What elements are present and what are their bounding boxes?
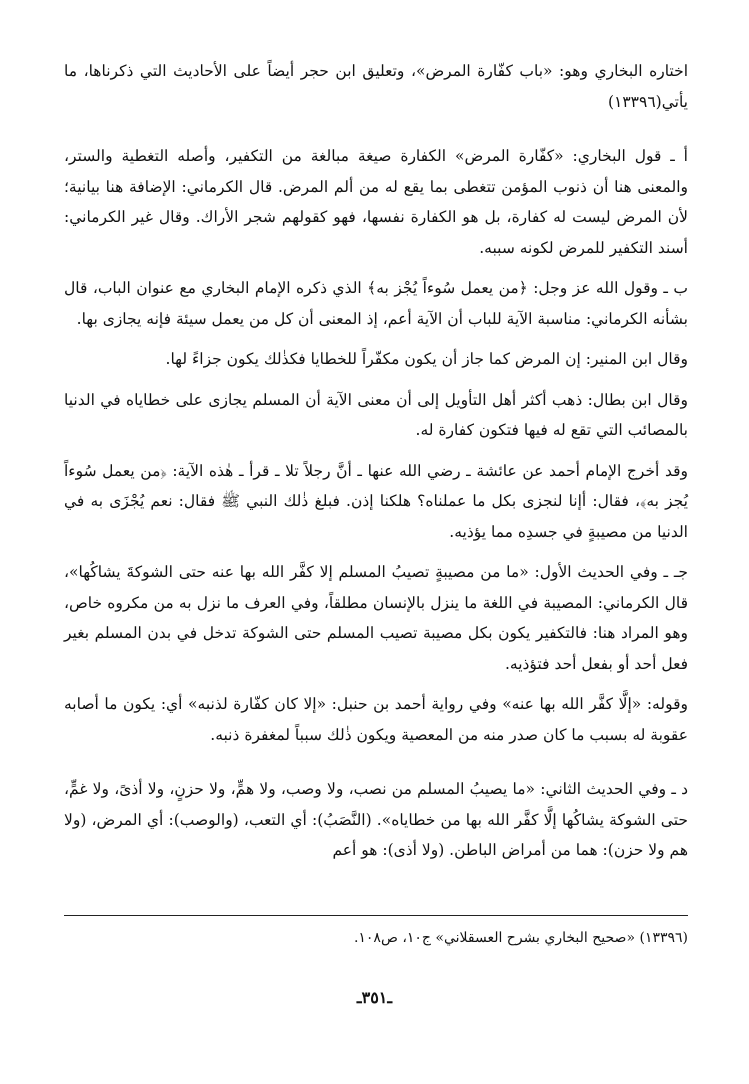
paragraph-ahmad: وقد أخرج الإمام أحمد عن عائشة ـ رضي الله عنها ـ أنَّ رجلاً تلا ـ قرأ ـ هٰذه الآية: ﴿من يعمل سُوءاً يُجز به﴾، فقال: أإنا لنجزى بكل ما عملناه؟ هلكنا إذن. فبلغ ذٰلك النبي ﷺ فقال: نعم يُجْزَى به في الدنيا من مصيبةٍ في جسدِه مما يؤذيه. — [64, 461, 688, 541]
paragraph-dal: د ـ وفي الحديث الثاني: «ما يصيبُ المسلم من نصب، ولا وصب، ولا همٍّ، ولا حزنٍ، ولا أذىً، ولا غمٍّ، حتى الشوكة يشاكُها إلَّا كفَّر الله بها من خطاياه». (النَّصَبُ): أي التعب، (والوصب): أي المرض، (ولا هم ولا حزن): هما من أمراض الباطن. (ولا أذى): هو أعم — [64, 780, 688, 859]
page-body — [64, 56, 688, 866]
footnote: (١٣٣٩٦) «صحيح البخاري بشرح العسقلاني» ج١٠، ص١٠٨. — [353, 930, 688, 946]
footnote-divider — [64, 915, 688, 916]
paragraph-ibn-battal: وقال ابن بطال: ذهب أكثر أهل التأويل إلى أن معنى الآية أن المسلم يجازى على خطاياه في الدنيا بالمصائب التي تقع له فيها فتكون كفارة له. — [64, 390, 688, 439]
paragraph-alif: أ ـ قول البخاري: «كفّارة المرض» الكفارة صيغة مبالغة من التكفير، وأصله التغطية والستر، والمعنى هنا أن ذنوب المؤمن تتغطى بما يقع له من ألم المرض. قال الكرماني: الإضافة هنا بيانية؛ لأن المرض ليست له كفارة، بل هو الكفارة نفسها، فهو كقولهم شجر الأراك. وقال غير الكرماني: أسند التكفير للمرض لكونه سببه. — [64, 147, 688, 257]
paragraph-intro: اختاره البخاري وهو: «باب كفّارة المرض»، وتعليق ابن حجر أيضاً على الأحاديث التي ذكرناها، ما يأتي(١٣٣٩٦) — [64, 62, 688, 111]
paragraph-qawluhu: وقوله: «إلَّا كفَّر الله بها عنه» وفي رواية أحمد بن حنبل: «إلا كان كفّارة لذنبه» أي: يكون ما أصابه عقوبة له بسبب ما كان صدر منه من المعصية ويكون ذٰلك سبباً لمغفرة ذنبه. — [64, 695, 688, 744]
paragraph-ibn-almunir: وقال ابن المنير: إن المرض كما جاز أن يكون مكفّراً للخطايا فكذٰلك يكون جزاءً لها. — [165, 350, 688, 368]
paragraph-jim: جـ ـ وفي الحديث الأول: «ما من مصيبةٍ تصيبُ المسلم إلا كفَّر الله بها عنه حتى الشوكةَ يشاكُها»، قال الكرماني: المصيبة في اللغة ما ينزل بالإنسان مطلقاً، وفي العرف ما نزل به من مكروه خاص، وهو المراد هنا: فالتكفير يكون بكل مصيبة تصيب المسلم حتى الشوكة تدخل في بدن المسلم بغير فعل أحد أو بفعل أحد فتؤذيه. — [64, 563, 688, 673]
page-number: ـ٣٥١ـ — [356, 988, 393, 1007]
paragraph-ba: ب ـ وقول الله عز وجل: ﴿من يعمل سُوءاً يُجْز به﴾ الذي ذكره الإمام البخاري مع عنوان الباب، قال بشأنه الكرماني: مناسبة الآية للباب أن الآية أعم، إذ المعنى أن كل من يعمل سيئة فإنه يجازى بها. — [64, 279, 688, 328]
